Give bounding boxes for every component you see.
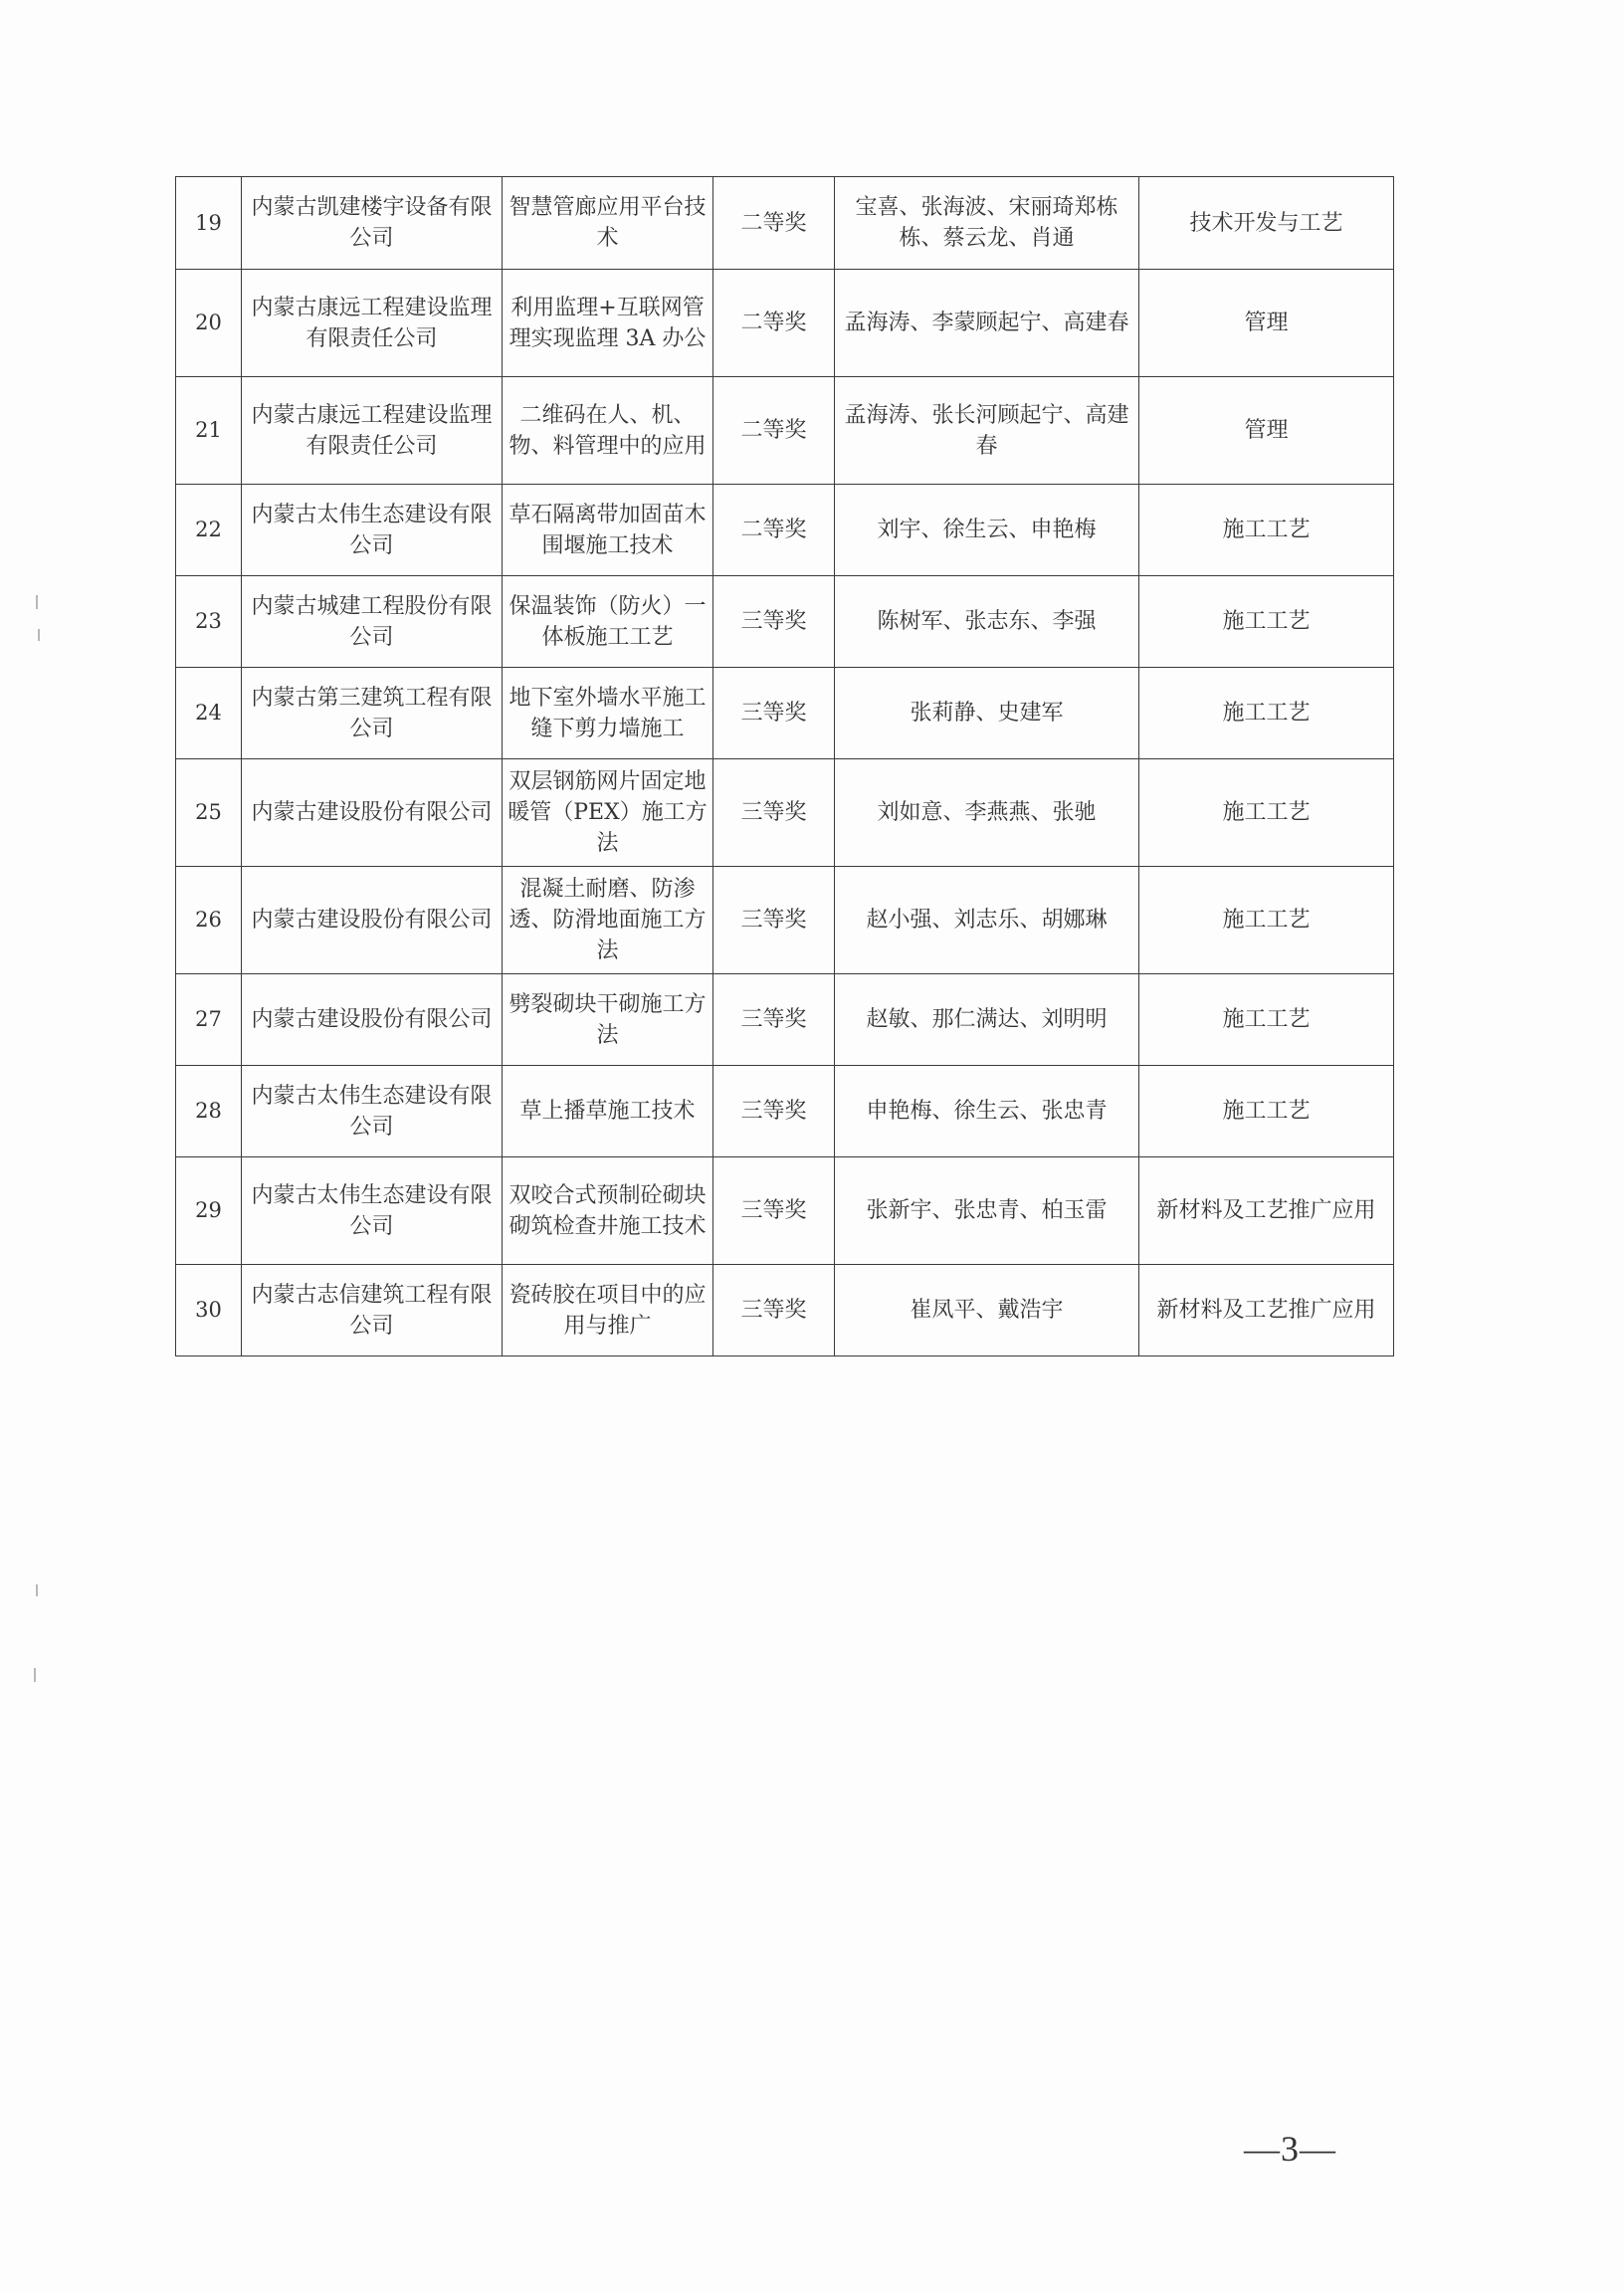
company-name: 内蒙古建设股份有限公司	[242, 867, 503, 974]
category: 新材料及工艺推广应用	[1139, 1157, 1394, 1265]
category: 施工工艺	[1139, 576, 1394, 668]
participants: 刘如意、李燕燕、张驰	[835, 759, 1139, 867]
row-number: 28	[176, 1066, 242, 1157]
participants: 崔凤平、戴浩宇	[835, 1265, 1139, 1356]
category: 施工工艺	[1139, 1066, 1394, 1157]
project-name: 草石隔离带加固苗木围堰施工技术	[503, 485, 713, 576]
award-level: 二等奖	[713, 377, 835, 485]
award-level: 三等奖	[713, 867, 835, 974]
category: 施工工艺	[1139, 974, 1394, 1066]
row-number: 26	[176, 867, 242, 974]
project-name: 双层钢筋网片固定地暖管（PEX）施工方法	[503, 759, 713, 867]
award-level: 三等奖	[713, 974, 835, 1066]
category: 施工工艺	[1139, 759, 1394, 867]
category: 施工工艺	[1139, 668, 1394, 759]
row-number: 25	[176, 759, 242, 867]
row-number: 30	[176, 1265, 242, 1356]
table-row	[176, 485, 1394, 576]
row-number: 22	[176, 485, 242, 576]
company-name: 内蒙古康远工程建设监理有限责任公司	[242, 270, 503, 377]
category: 技术开发与工艺	[1139, 177, 1394, 270]
award-level: 二等奖	[713, 485, 835, 576]
table-row	[176, 177, 1394, 270]
participants: 宝喜、张海波、宋丽琦郑栋栋、蔡云龙、肖通	[835, 177, 1139, 270]
company-name: 内蒙古太伟生态建设有限公司	[242, 1157, 503, 1265]
category: 施工工艺	[1139, 485, 1394, 576]
row-number: 20	[176, 270, 242, 377]
participants: 赵敏、那仁满达、刘明明	[835, 974, 1139, 1066]
category: 施工工艺	[1139, 867, 1394, 974]
award-level: 二等奖	[713, 270, 835, 377]
project-name: 智慧管廊应用平台技术	[503, 177, 713, 270]
award-level: 三等奖	[713, 668, 835, 759]
project-name: 混凝土耐磨、防渗透、防滑地面施工方法	[503, 867, 713, 974]
row-number: 27	[176, 974, 242, 1066]
project-name: 双咬合式预制砼砌块砌筑检查井施工技术	[503, 1157, 713, 1265]
company-name: 内蒙古志信建筑工程有限公司	[242, 1265, 503, 1356]
table-row	[176, 759, 1394, 867]
participants: 张新宇、张忠青、柏玉雷	[835, 1157, 1139, 1265]
table-row	[176, 1157, 1394, 1265]
project-name: 保温装饰（防火）一体板施工工艺	[503, 576, 713, 668]
table-row	[176, 974, 1394, 1066]
project-name: 地下室外墙水平施工缝下剪力墙施工	[503, 668, 713, 759]
table-row	[176, 576, 1394, 668]
award-level: 三等奖	[713, 1265, 835, 1356]
binding-hole-mark	[38, 629, 40, 641]
award-table	[175, 176, 1394, 1356]
binding-hole-mark	[34, 1668, 36, 1682]
participants: 孟海涛、张长河顾起宁、高建春	[835, 377, 1139, 485]
award-level: 三等奖	[713, 576, 835, 668]
category: 新材料及工艺推广应用	[1139, 1265, 1394, 1356]
company-name: 内蒙古建设股份有限公司	[242, 759, 503, 867]
company-name: 内蒙古建设股份有限公司	[242, 974, 503, 1066]
page-number: —3—	[1244, 2129, 1336, 2169]
award-level: 三等奖	[713, 759, 835, 867]
project-name: 利用监理+互联网管理实现监理 3A 办公	[503, 270, 713, 377]
project-name: 二维码在人、机、物、料管理中的应用	[503, 377, 713, 485]
row-number: 19	[176, 177, 242, 270]
project-name: 草上播草施工技术	[503, 1066, 713, 1157]
row-number: 23	[176, 576, 242, 668]
category: 管理	[1139, 377, 1394, 485]
project-name: 劈裂砌块干砌施工方法	[503, 974, 713, 1066]
participants: 孟海涛、李蒙顾起宁、高建春	[835, 270, 1139, 377]
row-number: 29	[176, 1157, 242, 1265]
table-row	[176, 1066, 1394, 1157]
participants: 陈树军、张志东、李强	[835, 576, 1139, 668]
company-name: 内蒙古太伟生态建设有限公司	[242, 1066, 503, 1157]
participants: 申艳梅、徐生云、张忠青	[835, 1066, 1139, 1157]
table-row	[176, 867, 1394, 974]
project-name: 瓷砖胶在项目中的应用与推广	[503, 1265, 713, 1356]
table-row	[176, 1265, 1394, 1356]
binding-hole-mark	[36, 1584, 38, 1596]
table-row	[176, 668, 1394, 759]
participants: 张莉静、史建军	[835, 668, 1139, 759]
table-row	[176, 270, 1394, 377]
award-level: 三等奖	[713, 1157, 835, 1265]
table-row	[176, 377, 1394, 485]
company-name: 内蒙古第三建筑工程有限公司	[242, 668, 503, 759]
company-name: 内蒙古太伟生态建设有限公司	[242, 485, 503, 576]
company-name: 内蒙古凯建楼宇设备有限公司	[242, 177, 503, 270]
row-number: 24	[176, 668, 242, 759]
binding-hole-mark	[36, 595, 38, 609]
participants: 赵小强、刘志乐、胡娜琳	[835, 867, 1139, 974]
award-level: 三等奖	[713, 1066, 835, 1157]
company-name: 内蒙古康远工程建设监理有限责任公司	[242, 377, 503, 485]
award-level: 二等奖	[713, 177, 835, 270]
company-name: 内蒙古城建工程股份有限公司	[242, 576, 503, 668]
participants: 刘宇、徐生云、申艳梅	[835, 485, 1139, 576]
category: 管理	[1139, 270, 1394, 377]
row-number: 21	[176, 377, 242, 485]
